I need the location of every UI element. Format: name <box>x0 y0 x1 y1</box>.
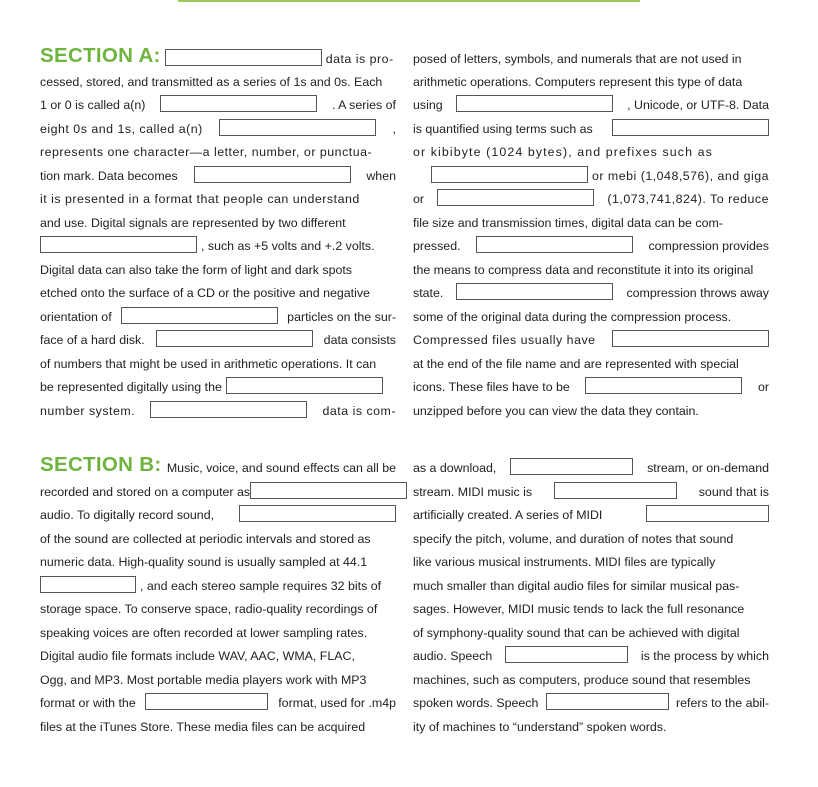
line: storage space. To conserve space, radio-quality recordings of <box>40 602 378 616</box>
line: of symphony-quality sound that can be achieved with digital <box>413 626 740 640</box>
line: or (1,073,741,824). To reduce <box>413 190 769 208</box>
line: artificially created. A series of MIDI <box>413 506 769 524</box>
line: ity of machines to “understand” spoken words. <box>413 720 667 734</box>
line: unzipped before you can view the data they contain. <box>413 404 699 418</box>
answer-blank[interactable] <box>165 49 322 66</box>
line: sages. However, MIDI music tends to lack the full resonance <box>413 602 745 616</box>
line: number system. data is com- <box>40 402 396 420</box>
line: pressed. compression provides <box>413 237 769 255</box>
answer-blank[interactable] <box>160 95 317 112</box>
answer-blank[interactable] <box>40 576 136 593</box>
line: SECTION A: data is pro- <box>40 44 394 67</box>
line: face of a hard disk. data consists <box>40 331 396 349</box>
answer-blank[interactable] <box>456 283 613 300</box>
line: of numbers that might be used in arithmetic operations. It can <box>40 357 377 371</box>
line: spoken words. Speech refers to the abil- <box>413 694 769 712</box>
line: , such as +5 volts and +.2 volts. <box>40 237 396 255</box>
line: be represented digitally using the <box>40 378 396 396</box>
line: tion mark. Data becomes when <box>40 167 396 185</box>
line: it is presented in a format that people can understand <box>40 192 360 206</box>
answer-blank[interactable] <box>40 236 197 253</box>
line: recorded and stored on a computer as <box>40 483 396 501</box>
line: or kibibyte (1024 bytes), and prefixes such as <box>413 145 713 159</box>
answer-blank[interactable] <box>554 482 677 499</box>
answer-blank[interactable] <box>431 166 588 183</box>
line: using , Unicode, or UTF-8. Data <box>413 96 769 114</box>
line: SECTION B: Music, voice, and sound effects can all be <box>40 453 396 476</box>
answer-blank[interactable] <box>145 693 268 710</box>
line: much smaller than digital audio files for similar musical pas- <box>413 579 740 593</box>
answer-blank[interactable] <box>546 693 669 710</box>
line: of the sound are collected at periodic intervals and stored as <box>40 532 371 546</box>
line: audio. To digitally record sound, <box>40 506 396 524</box>
line: orientation of particles on the sur- <box>40 308 396 326</box>
line: icons. These files have to be or <box>413 378 769 396</box>
answer-blank[interactable] <box>505 646 628 663</box>
line: numeric data. High-quality sound is usually sampled at 44.1 <box>40 555 368 569</box>
line: machines, such as computers, produce sound that resembles <box>413 673 751 687</box>
answer-blank[interactable] <box>156 330 313 347</box>
line: files at the iTunes Store. These media files can be acquired <box>40 720 366 734</box>
line: is quantified using terms such as <box>413 120 769 138</box>
line: or mebi (1,048,576), and giga <box>413 167 769 185</box>
section-b-heading: SECTION B: <box>40 453 162 476</box>
line: format or with the format, used for .m4p <box>40 694 396 712</box>
line: etched onto the surface of a CD or the positive and negative <box>40 286 370 300</box>
line: stream. MIDI music is sound that is <box>413 483 769 501</box>
answer-blank[interactable] <box>250 482 407 499</box>
line: like various musical instruments. MIDI files are typically <box>413 555 716 569</box>
answer-blank[interactable] <box>219 119 376 136</box>
section-a-heading: SECTION A: <box>40 44 161 67</box>
line: at the end of the file name and are represented with special <box>413 357 739 371</box>
line: 1 or 0 is called a(n) . A series of <box>40 96 396 114</box>
answer-blank[interactable] <box>226 377 383 394</box>
line: Compressed files usually have <box>413 331 769 349</box>
line: cessed, stored, and transmitted as a series of 1s and 0s. Each <box>40 75 383 89</box>
line: the means to compress data and reconstitute it into its original <box>413 263 754 277</box>
line: and use. Digital signals are represented by two different <box>40 216 346 230</box>
line: as a download, stream, or on-demand <box>413 459 769 477</box>
line: audio. Speech is the process by which <box>413 647 769 665</box>
answer-blank[interactable] <box>239 505 396 522</box>
line: some of the original data during the compression process. <box>413 310 732 324</box>
line: , and each stereo sample requires 32 bits of <box>40 577 396 595</box>
answer-blank[interactable] <box>612 330 769 347</box>
answer-blank[interactable] <box>612 119 769 136</box>
line: eight 0s and 1s, called a(n) , <box>40 120 396 138</box>
answer-blank[interactable] <box>510 458 633 475</box>
answer-blank[interactable] <box>150 401 307 418</box>
line: Ogg, and MP3. Most portable media players work with MP3 <box>40 673 367 687</box>
answer-blank[interactable] <box>121 307 278 324</box>
answer-blank[interactable] <box>585 377 742 394</box>
line: specify the pitch, volume, and duration of notes that sound <box>413 532 734 546</box>
answer-blank[interactable] <box>437 189 594 206</box>
line: arithmetic operations. Computers represent this type of data <box>413 75 743 89</box>
answer-blank[interactable] <box>476 236 633 253</box>
answer-blank[interactable] <box>646 505 769 522</box>
line: Digital data can also take the form of light and dark spots <box>40 263 353 277</box>
line: Digital audio file formats include WAV, AAC, WMA, FLAC, <box>40 649 355 663</box>
line: file size and transmission times, digital data can be com- <box>413 216 723 230</box>
line: represents one character—a letter, number, or punctua- <box>40 145 373 159</box>
line: state. compression throws away <box>413 284 769 302</box>
answer-blank[interactable] <box>456 95 613 112</box>
line: speaking voices are often recorded at lower sampling rates. <box>40 626 368 640</box>
line: posed of letters, symbols, and numerals that are not used in <box>413 52 742 66</box>
top-rule <box>178 0 640 2</box>
answer-blank[interactable] <box>194 166 351 183</box>
